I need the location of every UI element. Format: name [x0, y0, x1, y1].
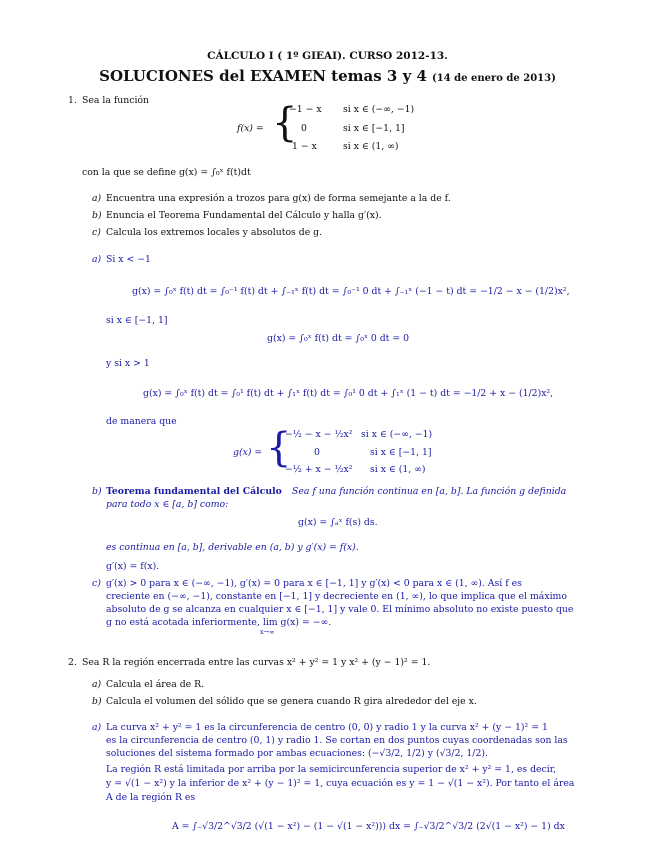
p1-item-b-text: Enuncia el Teorema Fundamental del Cálculo y halla g′(x).	[106, 210, 382, 221]
g-case-3-expr: −½ + x − ½x²	[285, 464, 353, 475]
f-case-1-cond: si x ∈ (−∞, −1)	[343, 104, 415, 115]
title-date: (14 de enero de 2013)	[432, 73, 556, 84]
f-case-1-expr: −1 − x	[289, 104, 322, 115]
g-case-3-cond: si x ∈ (1, ∞)	[370, 464, 426, 475]
p1-item-a-label: a)	[92, 193, 102, 204]
problem-2-number: 2.	[68, 657, 77, 668]
page-header-line1: CÁLCULO I ( 1º GIEAI). CURSO 2012-13.	[207, 50, 448, 62]
sol2a-line1: La curva x² + y² = 1 es la circunferencia de centro (0, 0) y radio 1 y la curva x² + (y − 1)² = 1	[106, 722, 548, 733]
sol1b-conclusion: es continua en [a, b], derivable en (a, b) y g′(x) = f(x).	[106, 542, 359, 553]
p2-item-a-text: Calcula el área de R.	[106, 679, 205, 690]
g-case-2-cond: si x ∈ [−1, 1]	[370, 447, 432, 458]
p2-item-b-text: Calcula el volumen del sólido que se genera cuando R gira alrededor del eje x.	[106, 696, 477, 707]
p2-item-b-label: b)	[92, 696, 102, 707]
sol2a-label: a)	[92, 722, 102, 733]
sol1a-case4: de manera que	[106, 416, 177, 427]
problem-2-intro: Sea R la región encerrada entre las curvas x² + y² = 1 y x² + (y − 1)² = 1.	[82, 657, 431, 668]
sol1a-eq3: g(x) = ∫₀ˣ f(t) dt = ∫₀¹ f(t) dt + ∫₁ˣ f(t) dt = ∫₀¹ 0 dt + ∫₁ˣ (1 − t) dt = −1/2 + x − (1/2)x²,	[143, 388, 554, 399]
p2-item-a-label: a)	[92, 679, 102, 690]
f-case-2-expr: 0	[301, 123, 307, 134]
sol1b-statement: Sea f una función continua en [a, b]. La función g definida	[292, 486, 567, 497]
f-brace: {	[272, 100, 298, 146]
sol1b-result: g′(x) = f(x).	[106, 561, 160, 572]
sol2a-line3: soluciones del sistema formado por ambas ecuaciones: (−√3/2, 1/2) y (√3/2, 1/2).	[106, 748, 488, 759]
sol1c-line1: g′(x) > 0 para x ∈ (−∞, −1), g′(x) = 0 para x ∈ [−1, 1] y g′(x) < 0 para x ∈ (1, ∞). Así f es	[106, 578, 522, 589]
g-case-1-expr: −½ − x − ½x²	[285, 429, 353, 440]
sol1b-statement2: para todo x ∈ [a, b] como:	[106, 499, 229, 510]
page-title	[0, 66, 655, 85]
sol1b-title: Teorema fundamental del Cálculo	[106, 486, 282, 497]
problem-1-intro: Sea la función	[82, 95, 150, 106]
sol1b-formula: g(x) = ∫ₐˣ f(s) ds.	[298, 517, 378, 528]
g-brace: {	[266, 425, 292, 471]
f-label: f(x) =	[237, 123, 264, 134]
sol1b-label: b)	[92, 486, 102, 497]
f-case-2-cond: si x ∈ [−1, 1]	[343, 123, 405, 134]
g-definition: con la que se define g(x) = ∫₀ˣ f(t)dt	[82, 167, 251, 178]
p1-item-a-text: Encuentra una expresión a trozos para g(x) de forma semejante a la de f.	[106, 193, 451, 204]
sol1c-label: c)	[92, 578, 101, 589]
p1-item-c-label: c)	[92, 227, 101, 238]
sol1a-eq2: g(x) = ∫₀ˣ f(t) dt = ∫₀ˣ 0 dt = 0	[267, 333, 410, 344]
g-label: g(x) =	[233, 447, 263, 458]
problem-1-number: 1.	[68, 95, 77, 106]
g-case-1-cond: si x ∈ (−∞, −1)	[361, 429, 433, 440]
p1-item-c-text: Calcula los extremos locales y absolutos de g.	[106, 227, 323, 238]
sol1c-lim-subscript: x→∞	[260, 628, 275, 636]
sol2a-line5: y = √(1 − x²) y la inferior de x² + (y − 1)² = 1, cuya ecuación es y = 1 − √(1 − x²). Por tanto el área	[106, 778, 575, 789]
sol1a-label: a)	[92, 254, 102, 265]
sol1a-eq1: g(x) = ∫₀ˣ f(t) dt = ∫₀⁻¹ f(t) dt + ∫₋₁ˣ f(t) dt = ∫₀⁻¹ 0 dt + ∫₋₁ˣ (−1 − t) dt = −1/2 − x − (1/2)x²,	[132, 286, 570, 297]
sol2a-area-equation: A = ∫₋√3/2^√3/2 (√(1 − x²) − (1 − √(1 − x²))) dx = ∫₋√3/2^√3/2 (2√(1 − x²) − 1) dx	[172, 821, 565, 832]
sol1a-case1: Si x < −1	[106, 254, 151, 265]
f-case-3-cond: si x ∈ (1, ∞)	[343, 141, 399, 152]
sol1c-line3: absoluto de g se alcanza en cualquier x ∈ [−1, 1] y vale 0. El mínimo absoluto no existe puesto que	[106, 604, 574, 615]
sol2a-line2: es la circunferencia de centro (0, 1) y radio 1. Se cortan en dos puntos cuyas coordenadas son las	[106, 735, 568, 746]
sol2a-line4: La región R está limitada por arriba por la semicircunferencia superior de x² + y² = 1, es decir,	[106, 764, 557, 775]
title-main: SOLUCIONES del EXAMEN temas 3 y 4	[99, 67, 427, 85]
sol1a-case2: si x ∈ [−1, 1]	[106, 315, 168, 326]
sol2a-line6: A de la región R es	[106, 792, 196, 803]
p1-item-b-label: b)	[92, 210, 102, 221]
f-case-3-expr: 1 − x	[292, 141, 317, 152]
g-case-2-expr: 0	[314, 447, 320, 458]
sol1c-line4: g no está acotada inferiormente, lim g(x) = −∞.	[106, 617, 332, 628]
sol1a-case3: y si x > 1	[106, 358, 150, 369]
sol1c-line2: creciente en (−∞, −1), constante en [−1, 1] y decreciente en (1, ∞), lo que implica que el máximo	[106, 591, 567, 602]
